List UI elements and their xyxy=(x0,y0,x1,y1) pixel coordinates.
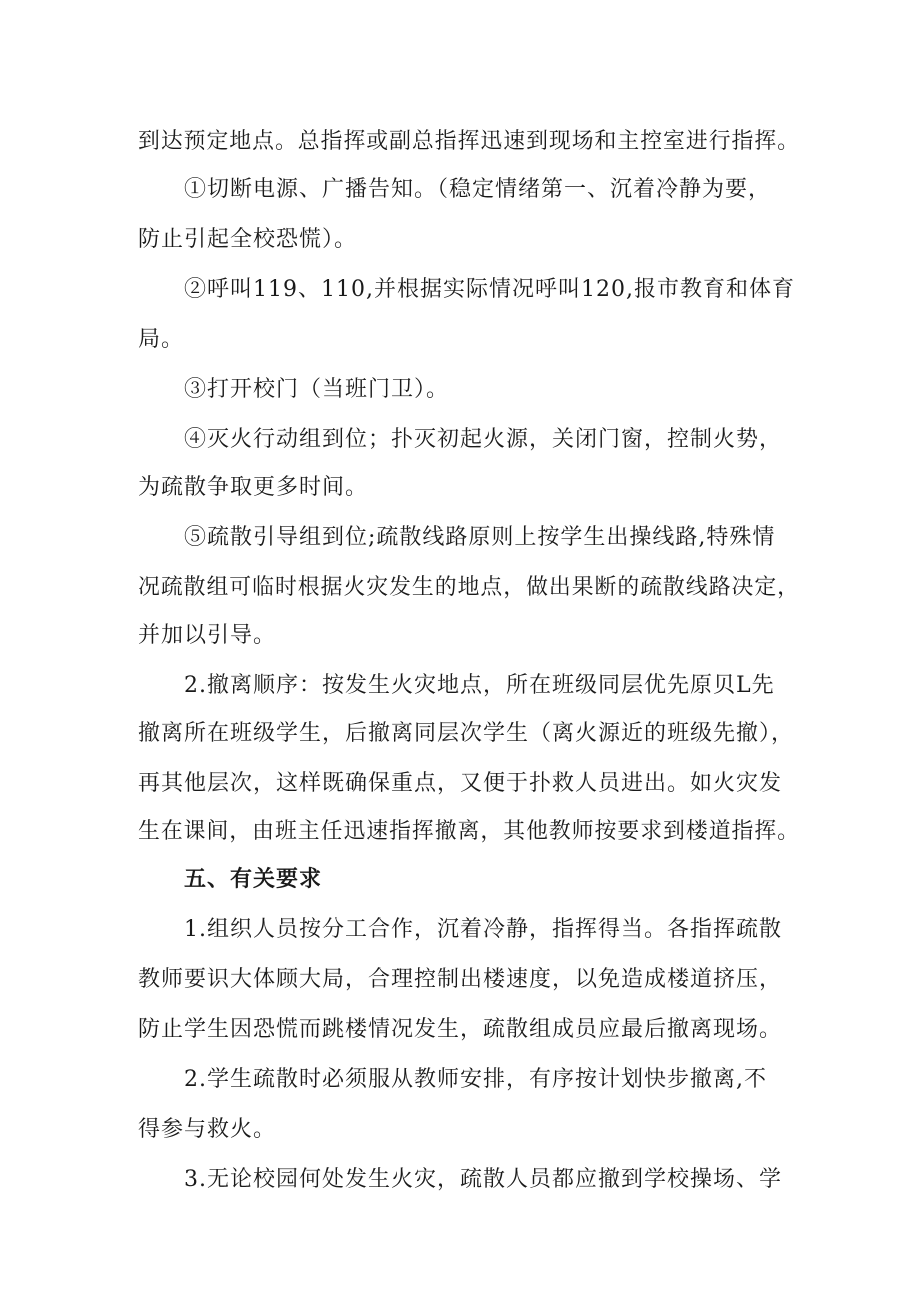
text-line: 2.撤离顺序：按发生火灾地点，所在班级同层优先原贝L先 xyxy=(184,673,775,698)
text-line: 1.组织人员按分工合作，沉着冷静，指挥得当。各指挥疏散 xyxy=(184,917,782,942)
text-line: ⑤疏散引导组到位;疏散线路原则上按学生出操线路,特殊情 xyxy=(184,525,776,550)
text-line: ①切断电源、广播告知。（稳定情绪第一、沉着冷静为要， xyxy=(184,177,772,202)
text-line: ③打开校门（当班门卫）。 xyxy=(184,377,450,402)
text-line: 得参与救火。 xyxy=(138,1117,277,1142)
text-line: 撤离所在班级学生，后撤离同层次学生（离火源近的班级先撤）， xyxy=(138,721,795,746)
section-heading: 五、有关要求 xyxy=(184,867,323,892)
text-line: 3.无论校园何处发生火灾，疏散人员都应撤到学校操场、学 xyxy=(184,1167,782,1192)
text-line: ②呼叫119、110,并根据实际情况呼叫120,报市教育和体育 xyxy=(184,277,795,302)
text-line: 教师要识大体顾大局，合理控制出楼速度，以免造成楼道挤压， xyxy=(138,967,783,992)
text-line: 况疏散组可临时根据火灾发生的地点，做出果断的疏散线路决定， xyxy=(138,575,801,600)
text-line: 防止学生因恐慌而跳楼情况发生，疏散组成员应最后撤离现场。 xyxy=(138,1017,783,1042)
text-line: 再其他层次，这样既确保重点，又便于扑救人员进出。如火灾发 xyxy=(138,771,783,796)
text-line: ④灭火行动组到位；扑灭初起火源，关闭门窗，控制火势， xyxy=(184,427,783,452)
text-line: 生在课间，由班主任迅速指挥撤离，其他教师按要求到楼道指挥。 xyxy=(138,819,801,844)
text-line: 并加以引导。 xyxy=(138,623,277,648)
text-line: 为疏散争取更多时间。 xyxy=(138,475,369,500)
text-line: 到达预定地点。总指挥或副总指挥迅速到现场和主控室进行指挥。 xyxy=(138,129,801,154)
text-line: 防止引起全校恐慌）。 xyxy=(138,227,358,252)
text-line: 2.学生疏散时必须服从教师安排，有序按计划快步撤离,不 xyxy=(184,1067,767,1092)
text-line: 局。 xyxy=(138,327,185,352)
